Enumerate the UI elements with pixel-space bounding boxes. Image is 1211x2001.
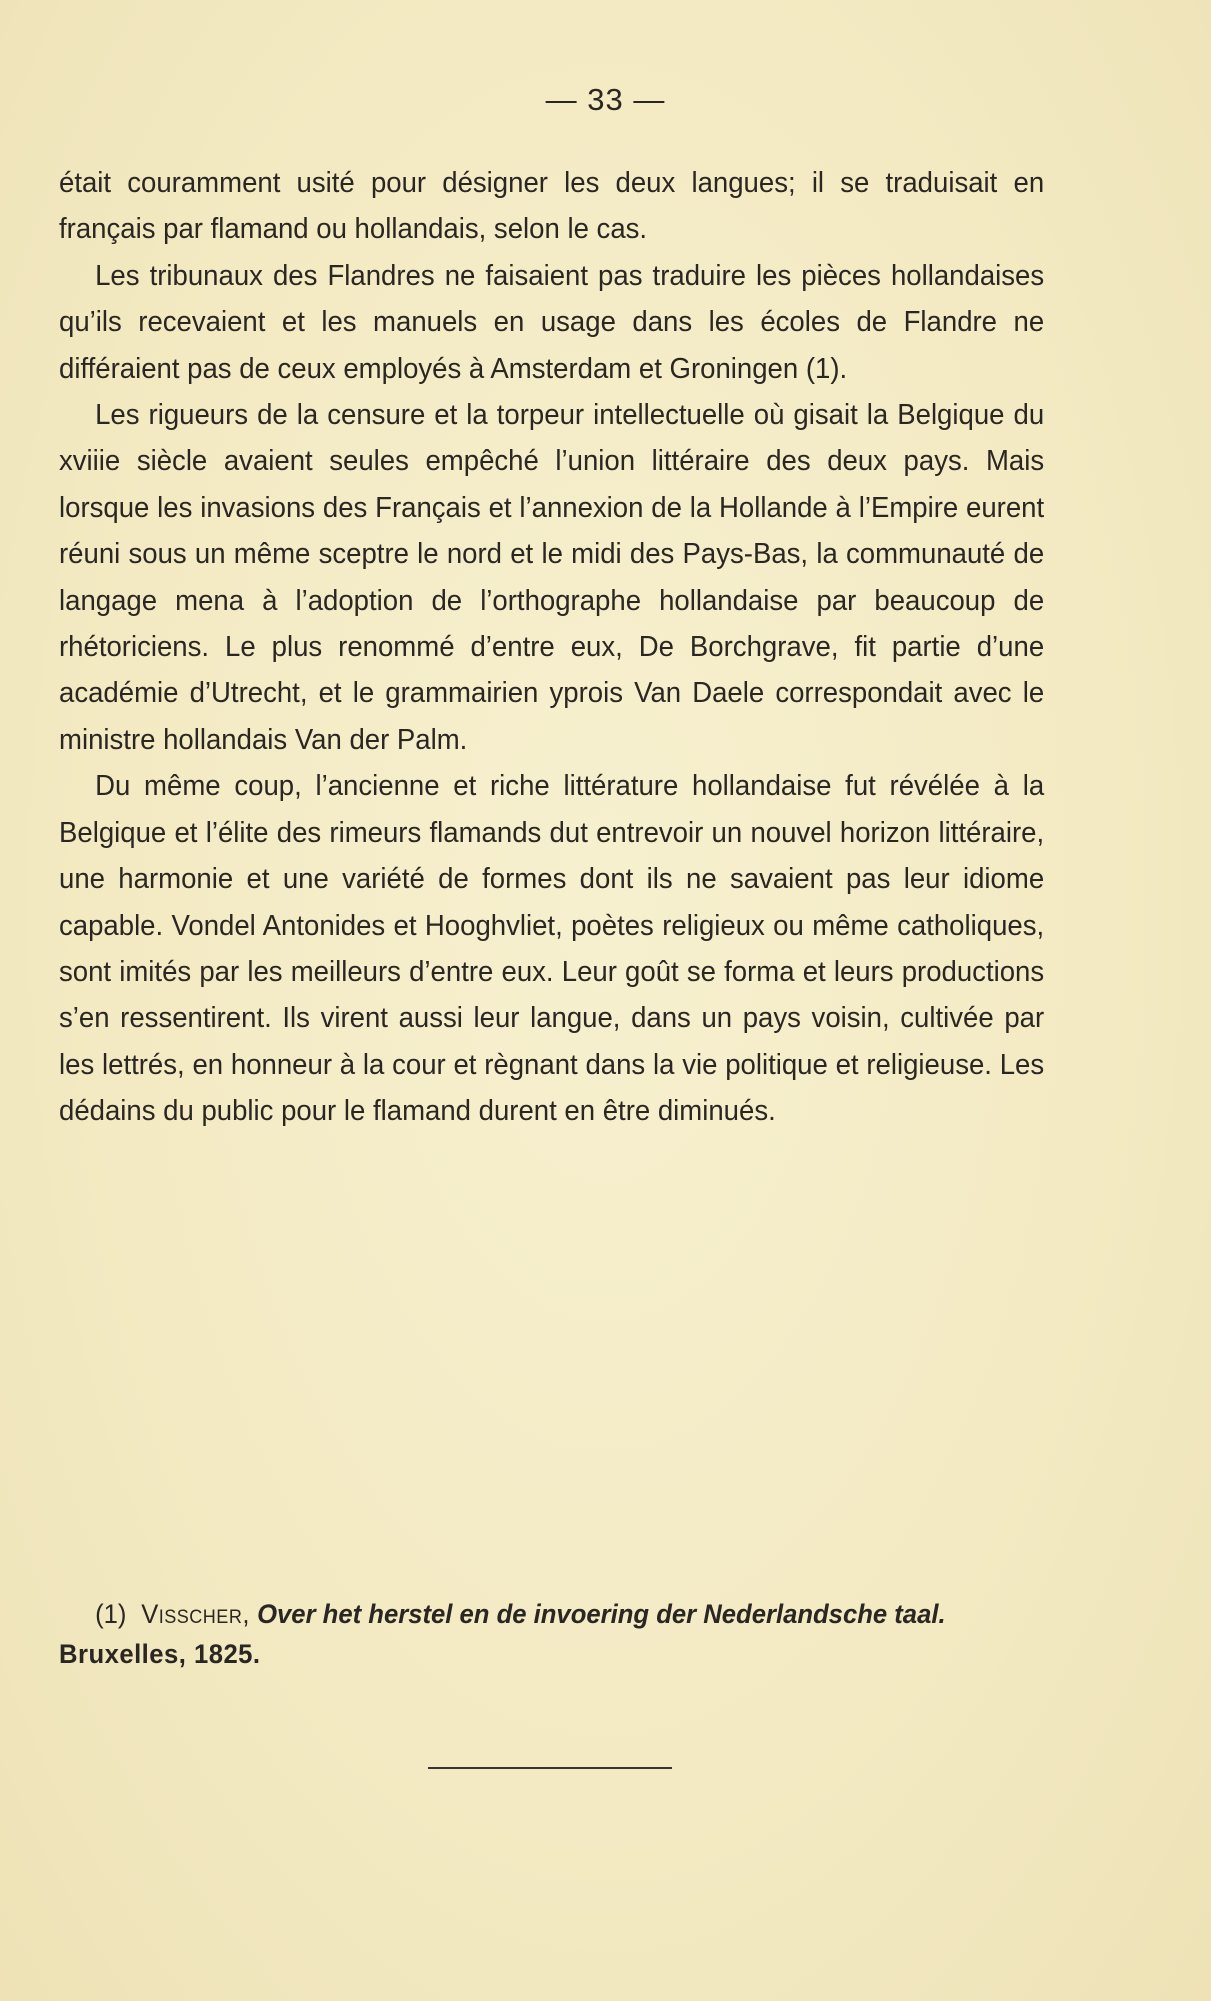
paragraph-2: Les tribunaux des Flandres ne faisaient pas traduire les pièces hollandaises qu’ils recevaient et les manuels en usage dans les écoles de Flandre ne différaient pas de ceux employés à Amsterdam et Groningen (1). [59,259,1045,385]
footnote-publication: Bruxelles, 1825. [59,1639,261,1669]
paragraph-4: Du même coup, l’ancienne et riche littérature hollandaise fut révélée à la Belgique et l’élite des rimeurs flamands dut entrevoir un nouvel horizon littéraire, une harmonie et une variété de formes dont ils ne savaient pas leur idiome capable. Vondel Antonides et Hooghvliet, poètes religieux ou même catholiques, sont imités par les meilleurs d’entre eux. Leur goût se forma et leurs productions s’en ressentirent. Ils virent aussi leur langue, dans un pays voisin, cultivée par les lettrés, en honneur à la cour et règnant dans la vie politique et religieuse. Les dédains du public pour le flamand durent en être diminués. [59,770,1045,1128]
footnote-title: Over het herstel en de invoering der Nederlandsche taal. [257,1599,946,1629]
footnote-author: Visscher, [141,1599,250,1629]
page-number: — 33 — [545,82,666,117]
footnote [59,1594,1044,1674]
paragraph-3: Les rigueurs de la censure et la torpeur intellectuelle où gisait la Belgique du xviiie siècle avaient seules empêché l’union littéraire des deux pays. Mais lorsque les invasions des Français et l’annexion de la Hollande à l’Empire eurent réuni sous un même sceptre le nord et le midi des Pays-Bas, la communauté de langage mena à l’adoption de l’orthographe hollandaise par beaucoup de rhétoriciens. Le plus renommé d’entre eux, De Borchgrave, fit partie d’une académie d’Utrecht, et le grammairien yprois Van Daele correspondait avec le ministre hollandais Van der Palm. [59,399,1045,756]
paragraph-1: était couramment usité pour désigner les deux langues; il se traduisait en français par flamand ou hollandais, selon le cas. [59,167,1045,246]
footnote-marker: (1) [95,1599,127,1629]
end-rule [428,1767,672,1769]
main-text [59,160,1044,1135]
